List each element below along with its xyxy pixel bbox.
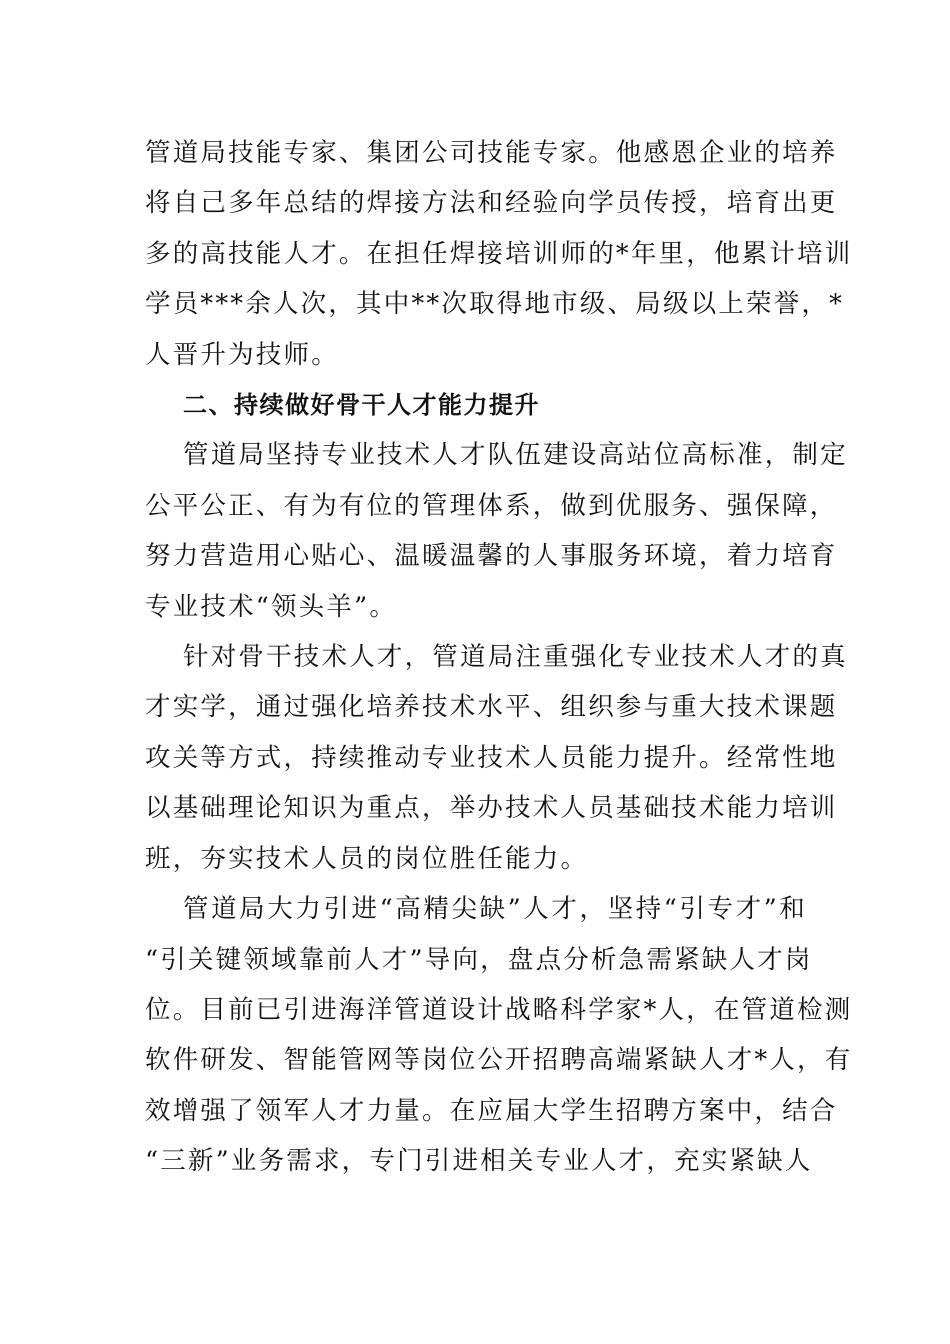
text-line-indented: 管道局大力引进“高精尖缺”人才，坚持“引专才”和 <box>183 894 807 925</box>
text-line: 软件研发、智能管网等岗位公开招聘高端紧缺人才*人，有 <box>145 1045 853 1076</box>
text-line: 努力营造用心贴心、温暖温馨的人事服务环境，着力培育 <box>145 541 838 572</box>
text-line-indented: 管道局坚持专业技术人才队伍建设高站位高标准，制定 <box>183 440 848 471</box>
text-line: 公平公正、有为有位的管理体系，做到优服务、强保障， <box>145 490 838 521</box>
document-body <box>145 128 853 1187</box>
text-line: 将自己多年总结的焊接方法和经验向学员传授，培育出更 <box>145 188 838 219</box>
text-line: 人晋升为技师。 <box>145 339 339 370</box>
text-line: “三新”业务需求，专门引进相关专业人才，充实紧缺人 <box>145 1146 813 1177</box>
text-line: 以基础理论知识为重点，举办技术人员基础技术能力培训 <box>145 793 838 824</box>
text-line: 攻关等方式，持续推动专业技术人员能力提升。经常性地 <box>145 742 838 773</box>
paragraph <box>145 632 848 884</box>
section-heading: 二、持续做好骨干人才能力提升 <box>183 391 540 420</box>
text-line: 才实学，通过强化培养技术水平、组织参与重大技术课题 <box>145 692 838 723</box>
text-line: 管道局技能专家、集团公司技能专家。他感恩企业的培养 <box>145 138 838 168</box>
text-line: 多的高技能人才。在担任焊接培训师的*年里，他累计培训 <box>145 238 853 269</box>
paragraph <box>145 430 848 632</box>
text-line-indented: 针对骨干技术人才，管道局注重强化专业技术人才的真 <box>183 642 848 673</box>
text-line: 专业技术“领头羊”。 <box>145 591 398 622</box>
paragraph <box>145 884 853 1186</box>
paragraph-continued <box>145 128 853 380</box>
text-line: 效增强了领军人才力量。在应届大学生招聘方案中，结合 <box>145 1095 838 1126</box>
text-line: 学员***余人次，其中**次取得地市级、局级以上荣誉，* <box>145 289 845 320</box>
text-line: 位。目前已引进海洋管道设计战略科学家*人，在管道检测 <box>145 994 853 1025</box>
text-line: “引关键领域靠前人才”导向，盘点分析急需紧缺人才岗 <box>145 944 813 975</box>
text-line: 班，夯实技术人员的岗位胜任能力。 <box>145 843 589 874</box>
